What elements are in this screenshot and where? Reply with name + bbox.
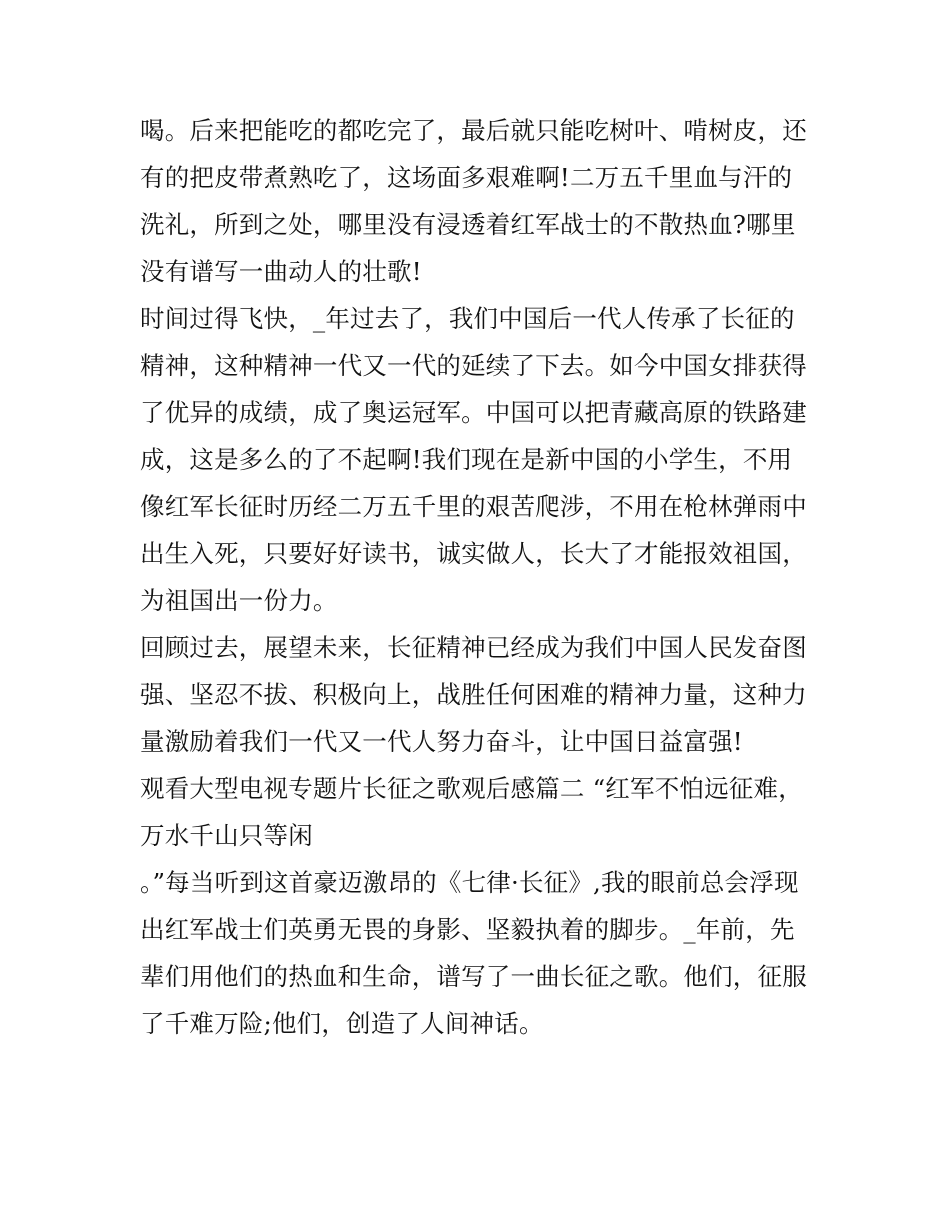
text-line: 时间过得飞快，_年过去了，我们中国后一代人传承了长征的 bbox=[140, 304, 795, 333]
text-line: 为祖国出一份力。 bbox=[140, 586, 338, 615]
text-line: 精神，这种精神一代又一代的延续了下去。如今中国女排获得 bbox=[140, 351, 807, 380]
text-line: 观看大型电视专题片长征之歌观后感篇二 “红军不怕远征难， bbox=[140, 774, 803, 803]
text-line: 万水千山只等闲 bbox=[140, 821, 313, 850]
text-line: 辈们用他们的热血和生命，谱写了一曲长征之歌。他们，征服 bbox=[140, 962, 807, 991]
text-line: 。”每当听到这首豪迈激昂的《七律·长征》,我的眼前总会浮现 bbox=[140, 868, 799, 897]
text-line: 强、坚忍不拔、积极向上，战胜任何困难的精神力量，这种力 bbox=[140, 680, 807, 709]
text-line: 回顾过去，展望未来，长征精神已经成为我们中国人民发奋图 bbox=[140, 633, 807, 662]
text-line: 出红军战士们英勇无畏的身影、坚毅执着的脚步。_年前，先 bbox=[140, 915, 795, 944]
document-body bbox=[140, 107, 820, 1047]
text-line: 有的把皮带煮熟吃了，这场面多艰难啊!二万五千里血与汗的 bbox=[140, 163, 793, 192]
text-line: 出生入死，只要好好读书，诚实做人，长大了才能报效祖国， bbox=[140, 539, 807, 568]
text-line: 了优异的成绩，成了奥运冠军。中国可以把青藏高原的铁路建 bbox=[140, 398, 807, 427]
text-line: 洗礼，所到之处，哪里没有浸透着红军战士的不散热血?哪里 bbox=[140, 210, 796, 239]
text-line: 了千难万险;他们，创造了人间神话。 bbox=[140, 1009, 544, 1038]
text-line: 成，这是多么的了不起啊!我们现在是新中国的小学生，不用 bbox=[140, 445, 793, 474]
text-line: 喝。后来把能吃的都吃完了，最后就只能吃树叶、啃树皮，还 bbox=[140, 116, 807, 145]
text-line: 没有谱写一曲动人的壮歌! bbox=[140, 257, 422, 286]
text-line: 量激励着我们一代又一代人努力奋斗，让中国日益富强! bbox=[140, 727, 743, 756]
text-line: 像红军长征时历经二万五千里的艰苦爬涉，不用在枪林弹雨中 bbox=[140, 492, 807, 521]
